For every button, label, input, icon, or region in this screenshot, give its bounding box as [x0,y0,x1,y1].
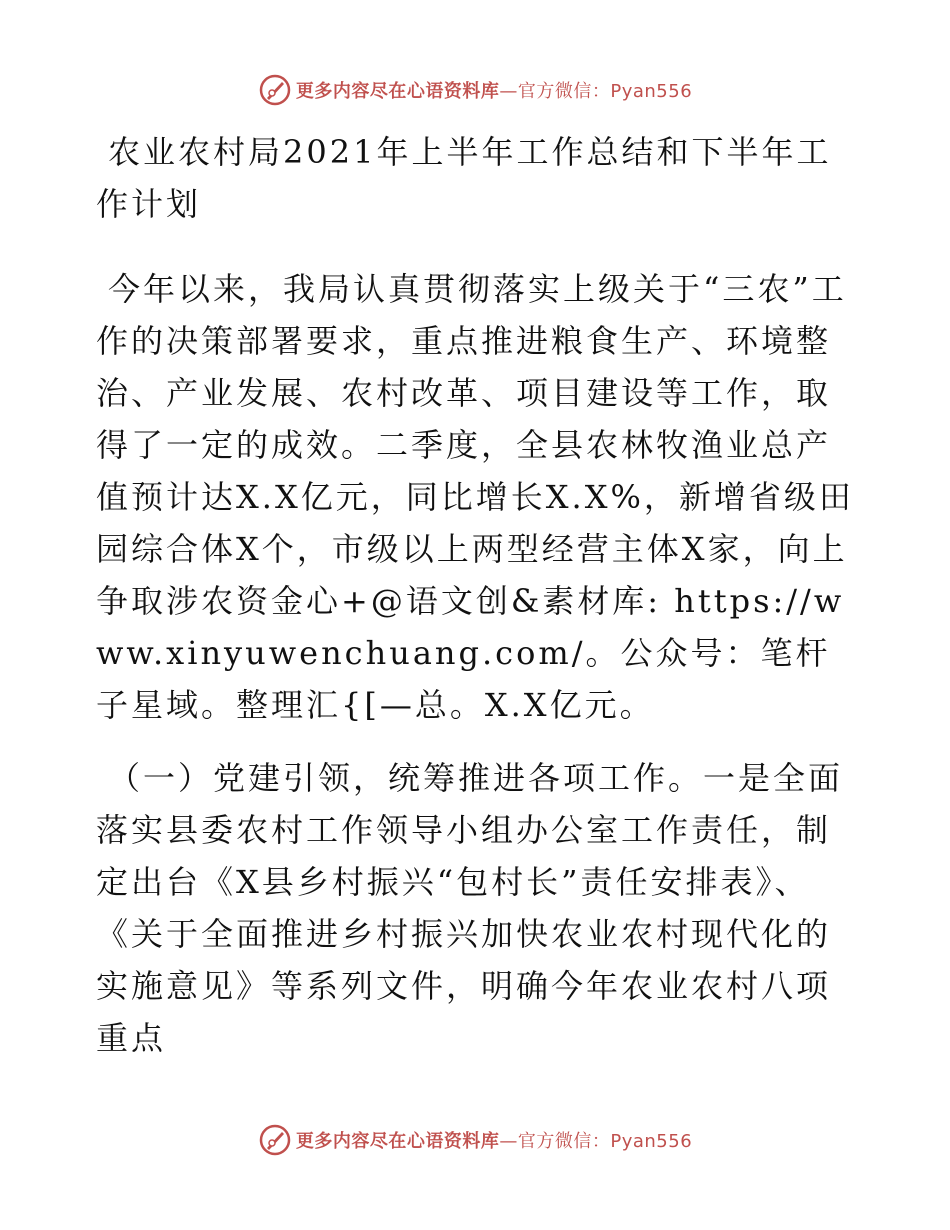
banner-brand: 更多内容尽在心语资料库 [295,1131,500,1152]
banner-text [296,77,692,103]
document-title: 农业农村局2021年上半年工作总结和下半年工作计划 [96,133,832,223]
paragraph-intro: 今年以来，我局认真贯彻落实上级关于“三农”工作的决策部署要求，重点推进粮食生产、环境整治、产业发展、农村改革、项目建设等工作，取得了一定的成效。二季度，全县农林牧渔业总产值预计达X.X亿元，同比增长X.X%，新增省级田园综合体X个，市级以上两型经营主体X家，向上争取涉农资金心+@语文创&素材库: https://www.xinyuwenchuang.com/。公众号：笔杆子星域。整理汇{[—总。X.X亿元。 [96,270,854,724]
footer-watermark-banner [0,1120,950,1160]
header-watermark-banner [0,70,950,110]
banner-brand: 更多内容尽在心语资料库 [295,81,500,102]
document-body [96,126,856,1064]
paragraph-section-1: （一）党建引领，统筹推进各项工作。一是全面落实县委农村工作领导小组办公室工作责任，制定出台《X县乡村振兴“包村长”责任安排表》、《关于全面推进乡村振兴加快农业农村现代化的实施意见》等系列文件，明确今年农业农村八项重点 [96,759,844,1057]
quill-seal-icon [258,73,292,107]
banner-text [296,1127,692,1153]
banner-wechat: —官方微信：Pyan556 [499,81,693,102]
banner-wechat: —官方微信：Pyan556 [499,1131,693,1152]
quill-seal-icon [258,1123,292,1157]
